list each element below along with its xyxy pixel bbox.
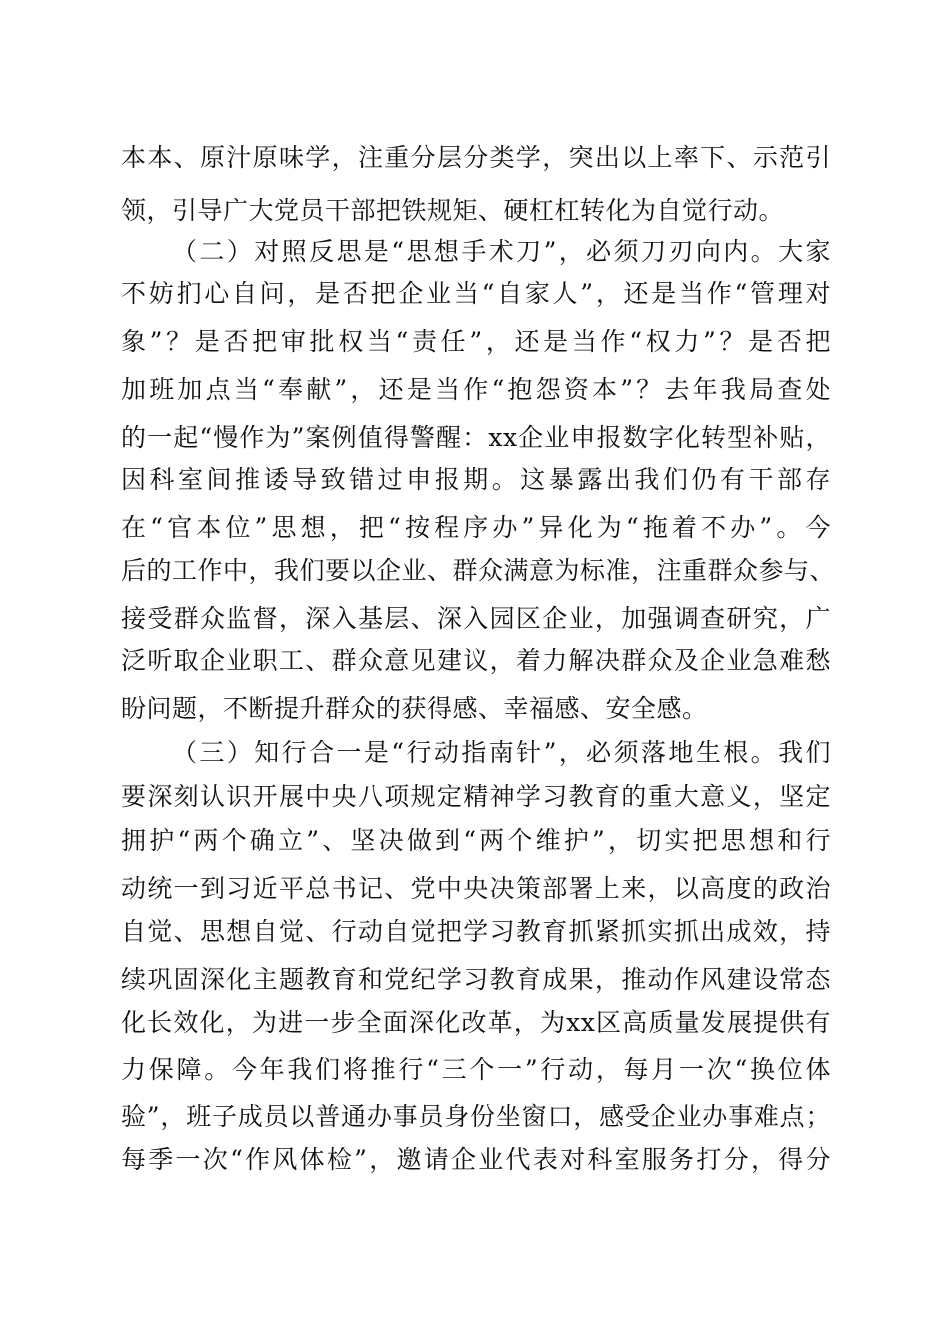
text-line: 自觉、思想自觉、行动自觉把学习教育抓紧抓实抓出成效，持 <box>121 917 831 946</box>
text-line: 不妨扪心自问，是否把企业当“自家人”，还是当作“管理对 <box>121 279 831 308</box>
text-line: 验”，班子成员以普通办事员身份坐窗口，感受企业办事难点； <box>121 1102 831 1131</box>
text-line: 每季一次“作风体检”，邀请企业代表对科室服务打分，得分 <box>121 1145 831 1174</box>
text-line: 动统一到习近平总书记、党中央决策部署上来，以高度的政治 <box>121 874 831 903</box>
text-line: 后的工作中，我们要以企业、群众满意为标准，注重群众参与、 <box>121 556 836 585</box>
text-line: 续巩固深化主题教育和党纪学习教育成果，推动作风建设常态 <box>121 965 831 994</box>
text-line: 化长效化，为进一步全面深化改革，为xx区高质量发展提供有 <box>121 1008 831 1037</box>
text-line: 象”？是否把审批权当“责任”，还是当作“权力”？是否把 <box>121 327 831 356</box>
text-line: 拥护“两个确立”、坚决做到“两个维护”，切实把思想和行 <box>121 826 831 855</box>
paragraph-start-line: （二）对照反思是“思想手术刀”，必须刀刃向内。大家 <box>172 237 831 266</box>
text-line: 领，引导广大党员干部把铁规矩、硬杠杠转化为自觉行动。 <box>121 196 785 225</box>
text-line: 泛听取企业职工、群众意见建议，着力解决群众及企业急难愁 <box>121 646 831 675</box>
paragraph-start-line: （三）知行合一是“行动指南针”，必须落地生根。我们 <box>172 738 831 767</box>
text-line: 接受群众监督，深入基层、深入园区企业，加强调查研究，广 <box>121 604 831 633</box>
text-line: 的一起“慢作为”案例值得警醒：xx企业申报数字化转型补贴， <box>121 423 831 452</box>
text-line: 在“官本位”思想，把“按程序办”异化为“拖着不办”。今 <box>121 513 831 542</box>
text-line: 本本、原汁原味学，注重分层分类学，突出以上率下、示范引 <box>121 143 831 172</box>
text-line: 因科室间推诿导致错过申报期。这暴露出我们仍有干部存 <box>121 465 831 494</box>
text-line: 加班加点当“奉献”，还是当作“抱怨资本”？去年我局查处 <box>121 375 831 404</box>
text-line: 要深刻认识开展中央八项规定精神学习教育的重大意义，坚定 <box>121 782 831 811</box>
text-line: 盼问题，不断提升群众的获得感、幸福感、安全感。 <box>121 694 708 723</box>
text-line: 力保障。今年我们将推行“三个一”行动，每月一次“换位体 <box>121 1055 831 1084</box>
